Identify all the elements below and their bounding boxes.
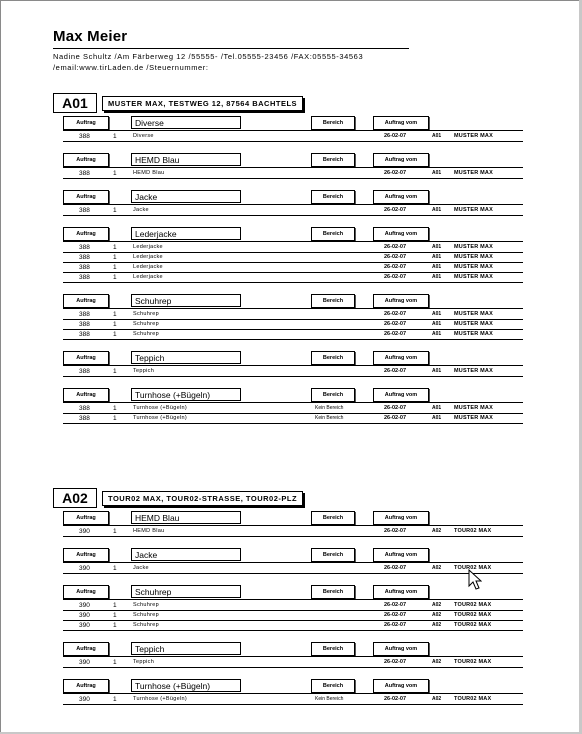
article-name-box: Turnhose (+Bügeln) (131, 679, 241, 692)
article-name: Schuhrep (133, 622, 159, 628)
auftrag-vom-label: Auftrag vom (373, 116, 429, 130)
order-number: 388 (79, 133, 90, 140)
bereich-label: Bereich (311, 294, 355, 308)
order-number: 388 (79, 405, 90, 412)
group-header (63, 548, 523, 561)
customer-name: MUSTER MAX (454, 405, 493, 411)
quantity: 1 (113, 244, 117, 251)
quantity: 1 (113, 264, 117, 271)
order-row (63, 263, 523, 273)
bereich-value: Kein Bereich (315, 415, 344, 421)
order-number: 388 (79, 368, 90, 375)
group-header (63, 642, 523, 655)
article-name: Lederjacke (133, 274, 163, 280)
order-row (63, 658, 523, 668)
order-date: 26-02-07 (384, 274, 407, 280)
tour-code-value: A01 (432, 321, 442, 327)
tour-code-value: A01 (432, 405, 442, 411)
auftrag-vom-label: Auftrag vom (373, 679, 429, 693)
quantity: 1 (113, 170, 117, 177)
tour-code-value: A01 (432, 254, 442, 260)
order-date: 26-02-07 (384, 311, 407, 317)
group-divider (63, 402, 523, 403)
auftrag-vom-label: Auftrag vom (373, 227, 429, 241)
order-date: 26-02-07 (384, 415, 407, 421)
order-date: 26-02-07 (384, 368, 407, 374)
quantity: 1 (113, 368, 117, 375)
bereich-value: Kein Bereich (315, 405, 344, 411)
auftrag-vom-label: Auftrag vom (373, 153, 429, 167)
article-name: Teppich (133, 659, 155, 665)
group-header (63, 511, 523, 524)
order-row (63, 601, 523, 611)
tour-code-value: A01 (432, 133, 442, 139)
order-row (63, 330, 523, 340)
order-number: 388 (79, 264, 90, 271)
quantity: 1 (113, 254, 117, 261)
order-row (63, 132, 523, 142)
quantity: 1 (113, 331, 117, 338)
tour-code-value: A01 (432, 331, 442, 337)
group-header (63, 153, 523, 166)
bereich-label: Bereich (311, 679, 355, 693)
auftrag-vom-label: Auftrag vom (373, 190, 429, 204)
article-name: Schuhrep (133, 331, 159, 337)
order-row (63, 404, 523, 414)
group-divider (63, 241, 523, 242)
group-divider (63, 562, 523, 563)
customer-name: TOUR02 MAX (454, 528, 492, 534)
quantity: 1 (113, 696, 117, 703)
customer-name: TOUR02 MAX (454, 565, 492, 571)
group-header (63, 294, 523, 307)
order-date: 26-02-07 (384, 331, 407, 337)
customer-name: MUSTER MAX (454, 170, 493, 176)
group-header (63, 190, 523, 203)
order-number: 388 (79, 321, 90, 328)
order-date: 26-02-07 (384, 207, 407, 213)
article-name: Jacke (133, 207, 149, 213)
order-row (63, 206, 523, 216)
order-number: 390 (79, 612, 90, 619)
tour-code: A01 (53, 93, 97, 113)
bereich-label: Bereich (311, 153, 355, 167)
bereich-label: Bereich (311, 388, 355, 402)
auftrag-label: Auftrag (63, 511, 109, 525)
order-number: 388 (79, 244, 90, 251)
order-date: 26-02-07 (384, 696, 407, 702)
tour-code-value: A02 (432, 565, 442, 571)
customer-name: MUSTER MAX (454, 331, 493, 337)
tour-code-value: A01 (432, 368, 442, 374)
quantity: 1 (113, 415, 117, 422)
article-name: Schuhrep (133, 321, 159, 327)
auftrag-label: Auftrag (63, 642, 109, 656)
customer-name: MUSTER MAX (454, 274, 493, 280)
bereich-label: Bereich (311, 190, 355, 204)
article-name: Turnhose (+Bügeln) (133, 696, 187, 702)
group-divider (63, 167, 523, 168)
group-divider (63, 525, 523, 526)
quantity: 1 (113, 207, 117, 214)
quantity: 1 (113, 565, 117, 572)
quantity: 1 (113, 311, 117, 318)
auftrag-vom-label: Auftrag vom (373, 351, 429, 365)
group-header (63, 679, 523, 692)
customer-name: MUSTER MAX (454, 244, 493, 250)
order-row (63, 253, 523, 263)
group-divider (63, 130, 523, 131)
bereich-label: Bereich (311, 351, 355, 365)
auftrag-vom-label: Auftrag vom (373, 511, 429, 525)
article-name: Turnhose (+Bügeln) (133, 415, 187, 421)
order-number: 388 (79, 207, 90, 214)
group-divider (63, 204, 523, 205)
group-header (63, 585, 523, 598)
customer-name: TOUR02 MAX (454, 696, 492, 702)
bereich-label: Bereich (311, 585, 355, 599)
article-name: HEMD Blau (133, 528, 165, 534)
auftrag-vom-label: Auftrag vom (373, 585, 429, 599)
order-number: 388 (79, 415, 90, 422)
auftrag-vom-label: Auftrag vom (373, 642, 429, 656)
auftrag-vom-label: Auftrag vom (373, 388, 429, 402)
auftrag-label: Auftrag (63, 388, 109, 402)
article-name-box: Diverse (131, 116, 241, 129)
article-name: HEMD Blau (133, 170, 165, 176)
customer-name: MUSTER MAX (454, 254, 493, 260)
customer-name: MUSTER MAX (454, 368, 493, 374)
tour-code-value: A01 (432, 244, 442, 250)
bereich-value: Kein Bereich (315, 696, 344, 702)
order-number: 388 (79, 254, 90, 261)
article-name-box: Jacke (131, 548, 241, 561)
tour-code-value: A01 (432, 264, 442, 270)
tour-code-value: A01 (432, 170, 442, 176)
article-name-box: Teppich (131, 351, 241, 364)
article-name: Schuhrep (133, 612, 159, 618)
tour-description: TOUR02 MAX, TOUR02-STRASSE, TOUR02-PLZ (102, 491, 303, 506)
group-divider (63, 365, 523, 366)
group-divider (63, 308, 523, 309)
bereich-label: Bereich (311, 642, 355, 656)
tour-code-value: A02 (432, 602, 442, 608)
customer-name: TOUR02 MAX (454, 612, 492, 618)
auftrag-vom-label: Auftrag vom (373, 294, 429, 308)
order-date: 26-02-07 (384, 659, 407, 665)
order-date: 26-02-07 (384, 622, 407, 628)
article-name-box: Schuhrep (131, 585, 241, 598)
order-row (63, 320, 523, 330)
auftrag-label: Auftrag (63, 351, 109, 365)
auftrag-label: Auftrag (63, 116, 109, 130)
article-name-box: Lederjacke (131, 227, 241, 240)
quantity: 1 (113, 612, 117, 619)
tour-code-value: A01 (432, 415, 442, 421)
tour-code-value: A02 (432, 659, 442, 665)
article-name: Diverse (133, 133, 154, 139)
article-name: Jacke (133, 565, 149, 571)
auftrag-label: Auftrag (63, 294, 109, 308)
customer-name: MUSTER MAX (454, 311, 493, 317)
order-row (63, 273, 523, 283)
order-date: 26-02-07 (384, 528, 407, 534)
order-row (63, 527, 523, 537)
customer-name: MUSTER MAX (454, 133, 493, 139)
order-number: 390 (79, 602, 90, 609)
article-name: Teppich (133, 368, 155, 374)
contact-line: /email:www.tirLaden.de /Steuernummer: (53, 63, 209, 72)
group-divider (63, 599, 523, 600)
order-number: 388 (79, 170, 90, 177)
article-name-box: HEMD Blau (131, 511, 241, 524)
order-row (63, 310, 523, 320)
bereich-label: Bereich (311, 511, 355, 525)
auftrag-label: Auftrag (63, 190, 109, 204)
customer-name: TOUR02 MAX (454, 659, 492, 665)
order-number: 390 (79, 528, 90, 535)
bereich-label: Bereich (311, 116, 355, 130)
auftrag-label: Auftrag (63, 548, 109, 562)
auftrag-label: Auftrag (63, 227, 109, 241)
article-name: Lederjacke (133, 254, 163, 260)
article-name-box: Turnhose (+Bügeln) (131, 388, 241, 401)
quantity: 1 (113, 622, 117, 629)
header-divider (53, 48, 409, 49)
order-number: 388 (79, 311, 90, 318)
order-number: 390 (79, 565, 90, 572)
customer-name: MUSTER MAX (454, 321, 493, 327)
order-number: 388 (79, 331, 90, 338)
tour-code-value: A02 (432, 612, 442, 618)
customer-name: MUSTER MAX (454, 264, 493, 270)
order-date: 26-02-07 (384, 612, 407, 618)
order-row (63, 611, 523, 621)
article-name: Schuhrep (133, 311, 159, 317)
quantity: 1 (113, 321, 117, 328)
tour-code-value: A02 (432, 696, 442, 702)
tour-code-value: A01 (432, 207, 442, 213)
mouse-cursor-icon (468, 569, 482, 591)
auftrag-label: Auftrag (63, 679, 109, 693)
group-header (63, 116, 523, 129)
quantity: 1 (113, 659, 117, 666)
order-date: 26-02-07 (384, 405, 407, 411)
auftrag-label: Auftrag (63, 585, 109, 599)
article-name-box: Schuhrep (131, 294, 241, 307)
quantity: 1 (113, 405, 117, 412)
order-date: 26-02-07 (384, 565, 407, 571)
order-row (63, 169, 523, 179)
order-date: 26-02-07 (384, 254, 407, 260)
article-name: Lederjacke (133, 244, 163, 250)
tour-code-value: A02 (432, 622, 442, 628)
customer-name: TOUR02 MAX (454, 602, 492, 608)
group-header (63, 227, 523, 240)
tour-code-value: A01 (432, 311, 442, 317)
order-row (63, 695, 523, 705)
order-date: 26-02-07 (384, 133, 407, 139)
article-name: Lederjacke (133, 264, 163, 270)
address-line: Nadine Schultz /Am Färberweg 12 /55555- /Tel.05555-23456 /FAX:05555-34563 (53, 52, 364, 61)
bereich-label: Bereich (311, 227, 355, 241)
order-number: 390 (79, 659, 90, 666)
order-date: 26-02-07 (384, 321, 407, 327)
quantity: 1 (113, 602, 117, 609)
article-name-box: Jacke (131, 190, 241, 203)
article-name-box: Teppich (131, 642, 241, 655)
auftrag-vom-label: Auftrag vom (373, 548, 429, 562)
order-date: 26-02-07 (384, 602, 407, 608)
group-header (63, 351, 523, 364)
order-number: 388 (79, 274, 90, 281)
quantity: 1 (113, 274, 117, 281)
order-row (63, 564, 523, 574)
order-date: 26-02-07 (384, 170, 407, 176)
order-number: 390 (79, 622, 90, 629)
order-row (63, 621, 523, 631)
customer-name: TOUR02 MAX (454, 622, 492, 628)
tour-code-value: A02 (432, 528, 442, 534)
auftrag-label: Auftrag (63, 153, 109, 167)
order-date: 26-02-07 (384, 244, 407, 250)
tour-code-value: A01 (432, 274, 442, 280)
order-date: 26-02-07 (384, 264, 407, 270)
bereich-label: Bereich (311, 548, 355, 562)
order-row (63, 414, 523, 424)
article-name-box: HEMD Blau (131, 153, 241, 166)
group-divider (63, 693, 523, 694)
quantity: 1 (113, 133, 117, 140)
company-name: Max Meier (53, 28, 128, 45)
order-row (63, 243, 523, 253)
group-header (63, 388, 523, 401)
article-name: Schuhrep (133, 602, 159, 608)
tour-code: A02 (53, 488, 97, 508)
article-name: Turnhose (+Bügeln) (133, 405, 187, 411)
customer-name: MUSTER MAX (454, 207, 493, 213)
customer-name: MUSTER MAX (454, 415, 493, 421)
order-row (63, 367, 523, 377)
group-divider (63, 656, 523, 657)
order-number: 390 (79, 696, 90, 703)
quantity: 1 (113, 528, 117, 535)
tour-description: MUSTER MAX, TESTWEG 12, 87564 BACHTELS (102, 96, 303, 111)
